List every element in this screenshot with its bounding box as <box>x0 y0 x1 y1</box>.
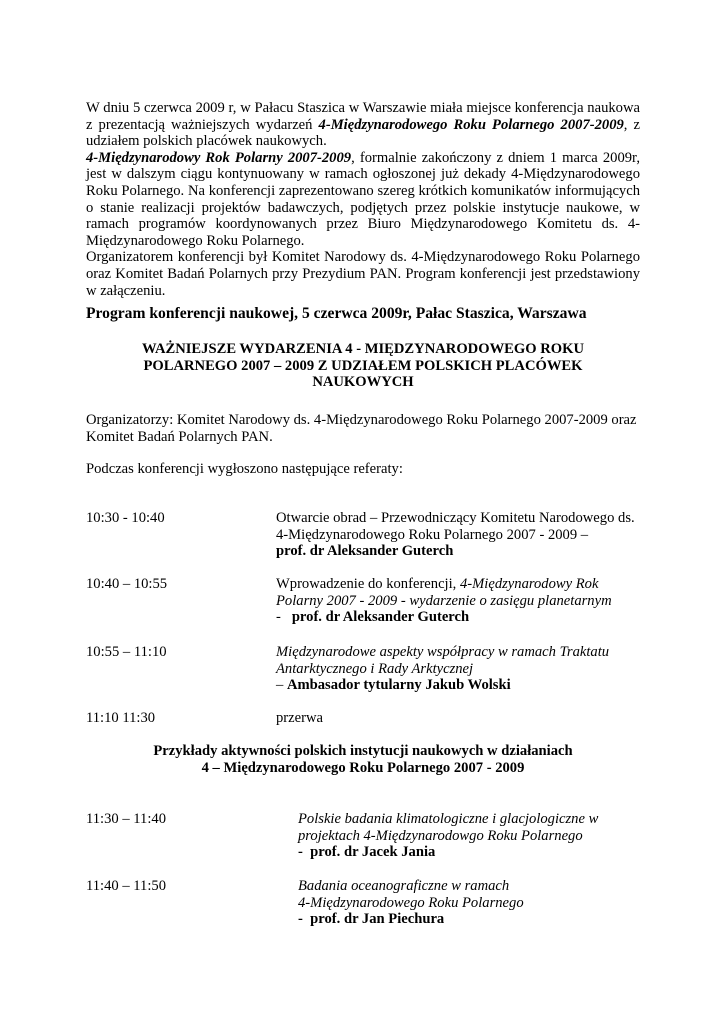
schedule-prefix: - <box>276 609 292 626</box>
schedule-time: 10:40 – 10:55 <box>86 576 168 592</box>
schedule-line: Otwarcie obrad – Przewodniczący Komitetu Narodowego ds. <box>276 510 635 526</box>
schedule-line: Antarktycznego i Rady Arktycznej <box>276 660 474 677</box>
intro-paragraph-2 <box>86 150 640 250</box>
schedule-line: Międzynarodowe aspekty współpracy w ramach Traktatu <box>276 644 610 660</box>
schedule-prefix: - <box>298 844 311 861</box>
schedule-speaker: prof. dr Jan Piechura <box>310 911 445 928</box>
schedule-line: przerwa <box>276 710 323 726</box>
schedule-line: Polskie badania klimatologiczne i glacjologiczne w <box>298 811 599 827</box>
schedule-time: 10:55 – 11:10 <box>86 644 167 660</box>
schedule-time: 11:10 11:30 <box>86 710 156 726</box>
intro-p1-emphasis: 4-Międzynarodowego Roku Polarnego 2007-2009 <box>318 116 624 133</box>
schedule-speaker: prof. dr Aleksander Guterch <box>291 609 470 626</box>
schedule-description <box>276 644 656 694</box>
intro-text <box>86 100 640 299</box>
schedule-time: 11:30 – 11:40 <box>86 811 166 827</box>
intro-paragraph-1 <box>86 100 640 150</box>
intro-p2-text: , formalnie zakończony z dniem 1 marca 2009r, jest w dalszym ciągu kontynuowany w ramach ogłoszonej już dekady 4-Międzynarodowego Roku Polarnego. Na konferencji zaprezentowano szereg krótkich komunikatów informujących o stanie realizacji projektów badawczych, podjętych przez polskie instytucje naukowe, w ramach programów koordynowanych przez Biuro Międzynarodowego Komitetu ds. 4-Międzynarodowego Roku Polarnego. <box>86 149 640 249</box>
schedule-speaker: Ambasador tytularny Jakub Wolski <box>286 677 511 694</box>
section-heading-line-1: Przykłady aktywności polskich instytucji naukowych w działaniach <box>153 743 573 759</box>
headline-line-1: WAŻNIEJSZE WYDARZENIA 4 - MIĘDZYNARODOWEGO ROKU <box>141 341 585 357</box>
schedule-line: 4-Międzynarodowego Roku Polarnego 2007 - 2009 – <box>276 526 589 543</box>
schedule-line: Badania oceanograficzne w ramach <box>298 878 510 894</box>
schedule-prefix: – <box>276 677 287 694</box>
schedule-speaker-line <box>298 844 658 861</box>
schedule-speaker: prof. dr Jacek Jania <box>310 844 436 861</box>
schedule-speaker-line <box>276 609 656 626</box>
section-heading-line-2: 4 – Międzynarodowego Roku Polarnego 2007 - 2009 <box>201 759 525 776</box>
intro-p2-emphasis: 4-Międzynarodowy Rok Polarny 2007-2009 <box>86 149 352 166</box>
schedule-description <box>276 510 656 560</box>
schedule-line: projektach 4-Międzynarodowgo Roku Polarnego <box>298 827 583 844</box>
program-headline <box>86 341 640 391</box>
schedule-time: 11:40 – 11:50 <box>86 878 166 894</box>
schedule-prefix: - <box>298 911 311 928</box>
schedule-line: Polarny 2007 - 2009 - wydarzenie o zasięgu planetarnym <box>276 592 612 609</box>
schedule-line <box>276 576 656 593</box>
intro-paragraph-3: Organizatorem konferencji był Komitet Narodowy ds. 4-Międzynarodowego Roku Polarnego oraz Komitet Badań Polarnych przy Prezydium PAN. Program konferencji jest przedstawiony w załączeniu. <box>86 249 640 299</box>
organizers-text: Organizatorzy: Komitet Narodowy ds. 4-Międzynarodowego Roku Polarnego 2007-2009 oraz Komitet Badań Polarnych PAN. <box>86 412 637 445</box>
schedule-time: 10:30 - 10:40 <box>86 510 165 526</box>
schedule-description <box>276 576 656 626</box>
lead-text: Podczas konferencji wygłoszono następujące referaty: <box>86 461 403 477</box>
schedule-description <box>276 710 656 727</box>
headline-line-3: NAUKOWYCH <box>312 374 414 391</box>
section-heading <box>86 743 640 776</box>
headline-line-2: POLARNEGO 2007 – 2009 Z UDZIAŁEM POLSKICH PLACÓWEK <box>143 357 583 374</box>
schedule-speaker: prof. dr Aleksander Guterch <box>276 543 454 560</box>
schedule-speaker-line <box>276 677 656 694</box>
schedule-description <box>298 878 658 928</box>
schedule-line-plain: Wprowadzenie do konferencji, <box>276 576 460 592</box>
schedule-line: 4-Międzynarodowego Roku Polarnego <box>298 894 524 911</box>
program-title: Program konferencji naukowej, 5 czerwca 2009r, Pałac Staszica, Warszawa <box>86 305 587 322</box>
schedule-line-italic: 4-Międzynarodowy Rok <box>459 576 599 592</box>
schedule-description <box>298 811 658 861</box>
intro-p1-text: W dniu 5 czerwca 2009 r, w Pałacu Staszica w Warszawie miała miejsce konferencja naukowa z prezentacją ważniejszych wydarzeń <box>86 100 640 133</box>
schedule-speaker-line <box>298 911 658 928</box>
intro-p1-tail: , z udziałem polskich placówek naukowych. <box>86 116 640 150</box>
